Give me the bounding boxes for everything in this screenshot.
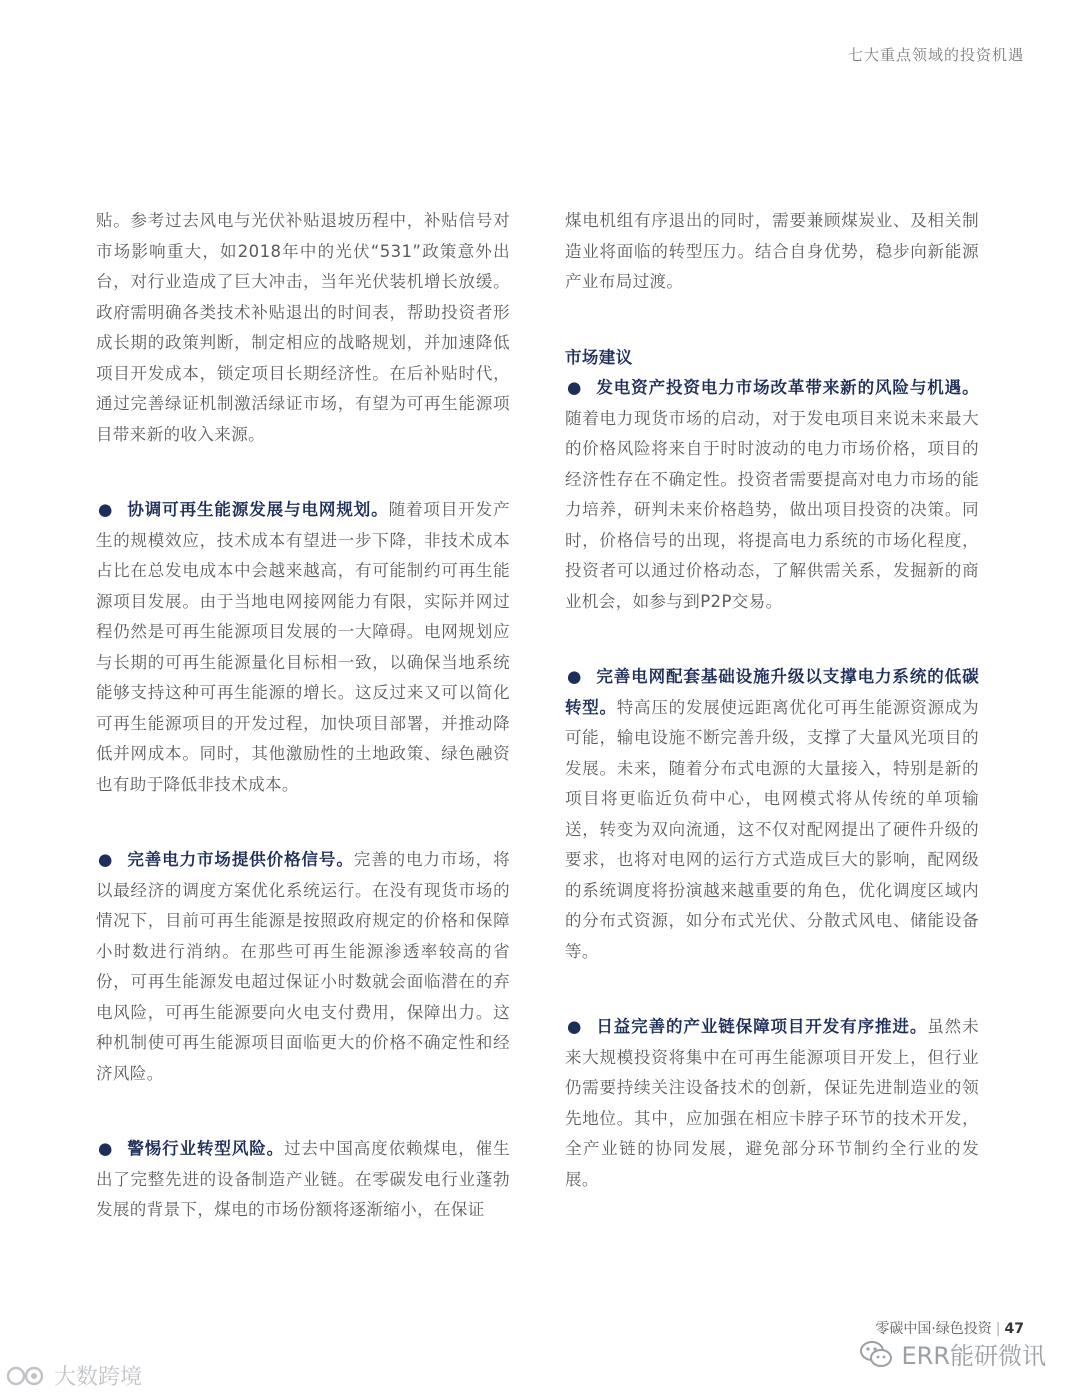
running-header-title: 七大重点领域的投资机遇 [847,46,1024,64]
logo-mark-icon [6,1363,48,1389]
bullet-paragraph [565,662,979,967]
section-heading: 市场建议 [565,347,633,367]
footer-separator: | [995,1321,1001,1337]
bullet-paragraph [96,495,510,800]
bullet-text: 随着电力现货市场的启动，对于发电项目来说未来最大的价格风险将来自于时时波动的电力市场价格，项目的经济性存在不确定性。投资者需要提高对电力市场的能力培养，研判未来价格趋势，做出项目投资的决策。同时，价格信号的出现，将提高电力系统的市场化程度，投资者可以通过价格动态，了解供需关系，发掘新的商业机会，如参与到P2P交易。 [565,408,979,611]
watermark-left [6,1360,142,1391]
watermark-right [859,1336,1046,1371]
bullet-paragraph [96,1134,510,1226]
watermark-right-text: ERR能研微讯 [901,1342,1046,1370]
bullet-icon: ● [567,1017,583,1036]
bullet-lead: 日益完善的产业链保障项目开发有序推进。 [596,1017,928,1036]
bullet-text: 特高压的发展使远距离优化可再生能源资源成为可能，输电设施不断完善升级，支撑了大量风光项目的发展。未来，随着分布式电源的大量接入，特别是新的项目将更临近负荷中心，电网模式将从传统的单项输送，转变为双向流通，这不仅对配网提出了硬件升级的要求，也将对电网的运行方式造成巨大的影响，配网级的系统调度将扮演越来越重要的角色，优化调度区域内的分布式资源，如分布式光伏、分散式风电、储能设备等。 [565,697,979,961]
bullet-lead: 协调可再生能源发展与电网规划。 [127,500,389,519]
bullet-text: 虽然未来大规模投资将集中在可再生能源项目开发上，但行业仍需要持续关注设备技术的创新，保证先进制造业的领先地位。其中，应加强在相应卡脖子环节的技术开发，全产业链的协同发展，避免部分环节制约全行业的发展。 [565,1017,979,1189]
watermark-left-text: 大数跨境 [54,1365,143,1390]
bullet-icon: ● [98,850,114,869]
wechat-icon [859,1339,893,1369]
bullet-lead: 完善电力市场提供价格信号。 [127,850,354,869]
page-footer [875,1318,1024,1338]
bullet-text: 过去中国高度依赖煤电，催生出了完整先进的设备制造产业链。在零碳发电行业蓬勃发展的背景下，煤电的市场份额将逐渐缩小，在保证 [96,1139,510,1219]
bullet-paragraph [96,845,510,1089]
bullet-lead: 警惕行业转型风险。 [127,1139,285,1158]
bullet-icon: ● [567,378,583,397]
bullet-icon: ● [567,667,583,686]
bullet-lead: 发电资产投资电力市场改革带来新的风险与机遇。 [596,378,979,397]
page-number: 47 [1004,1321,1024,1337]
left-column [96,206,510,1226]
bullet-lead: 完善电网配套基础设施升级以支撑电力系统的低碳转型。 [565,667,979,717]
bullet-text: 完善的电力市场，将以最经济的调度方案优化系统运行。在没有现货市场的情况下，目前可再生能源是按照政府规定的价格和保障小时数进行消纳。在那些可再生能源渗透率较高的省份，可再生能源发电超过保证小时数就会面临潜在的弃电风险，可再生能源要向火电支付费用，保障出力。这种机制使可再生能源项目面临更大的价格不确定性和经济风险。 [96,850,510,1083]
right-column [565,206,979,1195]
continuation-paragraph: 煤电机组有序退出的同时，需要兼顾煤炭业、及相关制造业将面临的转型压力。结合自身优势，稳步向新能源产业布局过渡。 [565,211,979,291]
bullet-icon: ● [98,500,114,519]
publication-name: 零碳中国·绿色投资 [875,1321,992,1337]
bullet-text: 随着项目开发产生的规模效应，技术成本有望进一步下降，非技术成本占比在总发电成本中会越来越高，有可能制约可再生能源项目发展。由于当地电网接网能力有限，实际并网过程仍然是可再生能源项目发展的一大障碍。电网规划应与长期的可再生能源量化目标相一致，以确保当地系统能够支持这种可再生能源的增长。这反过来又可以简化可再生能源项目的开发过程，加快项目部署，并推动降低并网成本。同时，其他激励性的土地政策、绿色融资也有助于降低非技术成本。 [96,500,510,794]
bullet-paragraph [565,373,979,617]
bullet-paragraph [565,1012,979,1195]
intro-paragraph: 贴。参考过去风电与光伏补贴退坡历程中，补贴信号对市场影响重大，如2018年中的光伏“531”政策意外出台，对行业造成了巨大冲击，当年光伏装机增长放缓。政府需明确各类技术补贴退出的时间表，帮助投资者形成长期的政策判断，制定相应的战略规划，并加速降低项目开发成本，锁定项目长期经济性。在后补贴时代，通过完善绿证机制激活绿证市场，有望为可再生能源项目带来新的收入来源。 [96,211,510,444]
bullet-icon: ● [98,1139,114,1158]
